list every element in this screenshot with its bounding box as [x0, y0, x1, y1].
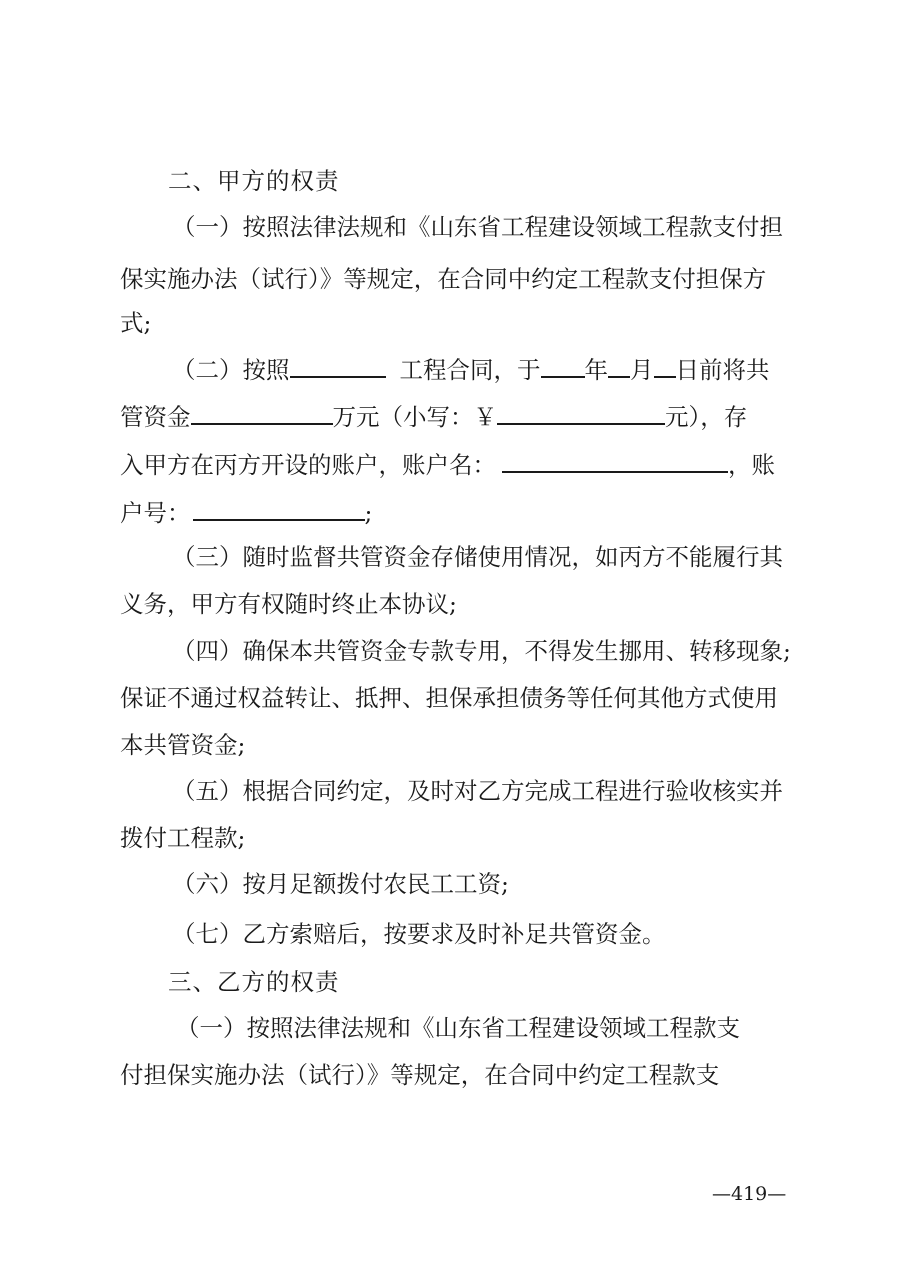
text-fragment: 日前将共 [675, 356, 770, 384]
paragraph-line: （三）随时监督共管资金存储使用情况，如丙方不能履行其 [172, 543, 783, 571]
blank-amount-figures [497, 401, 665, 425]
text-fragment: 户号： [120, 499, 191, 527]
paragraph-line: （一）按照法律法规和《山东省工程建设领域工程款支 [176, 1014, 740, 1042]
paragraph-line-with-blanks [120, 449, 775, 480]
paragraph-line: 拨付工程款; [120, 824, 246, 852]
paragraph-line: （六）按月足额拨付农民工工资; [172, 870, 509, 898]
paragraph-line: 付担保实施办法（试行）》等规定，在合同中约定工程款支 [120, 1061, 720, 1089]
blank-amount-words [191, 401, 333, 425]
paragraph-line: （四）确保本共管资金专款专用，不得发生挪用、转移现象; [172, 637, 791, 665]
text-fragment: 工程合同，于 [399, 356, 541, 384]
paragraph-line-with-blanks [120, 401, 747, 432]
paragraph-line: 保证不通过权益转让、抵押、担保承担债务等任何其他方式使用 [120, 684, 778, 712]
blank-year [541, 354, 585, 378]
paragraph-line: 式; [120, 309, 152, 337]
text-fragment: 月 [630, 356, 654, 384]
text-fragment: 年 [584, 356, 608, 384]
paragraph-line: 本共管资金; [120, 731, 246, 759]
blank-month [608, 354, 630, 378]
text-fragment: 元），存 [665, 403, 748, 431]
paragraph-line-with-blanks [172, 354, 770, 385]
section-heading-party-a: 二、甲方的权责 [168, 167, 340, 195]
blank-project-name [290, 354, 386, 378]
text-fragment: （二）按照 [172, 356, 290, 384]
text-fragment: ，账 [728, 451, 775, 479]
paragraph-line: （一）按照法律法规和《山东省工程建设领域工程款支付担 [172, 213, 783, 241]
blank-account-number [193, 497, 365, 521]
blank-account-name [502, 449, 728, 473]
text-fragment: 万元（小写：￥ [332, 403, 497, 431]
section-heading-party-b: 三、乙方的权责 [168, 968, 340, 996]
paragraph-line: （七）乙方索赔后，按要求及时补足共管资金。 [172, 920, 666, 948]
paragraph-line: 保实施办法（试行）》等规定，在合同中约定工程款支付担保方 [120, 265, 767, 293]
page-number: —419— [712, 1183, 787, 1205]
paragraph-line: （五）根据合同约定，及时对乙方完成工程进行验收核实并 [172, 777, 783, 805]
blank-day [654, 354, 676, 378]
text-fragment: 管资金 [120, 403, 191, 431]
paragraph-line: 义务，甲方有权随时终止本协议; [120, 590, 457, 618]
text-fragment: ; [364, 499, 373, 527]
paragraph-line-with-blanks [120, 497, 372, 528]
text-fragment: 入甲方在丙方开设的账户，账户名： [120, 451, 496, 479]
